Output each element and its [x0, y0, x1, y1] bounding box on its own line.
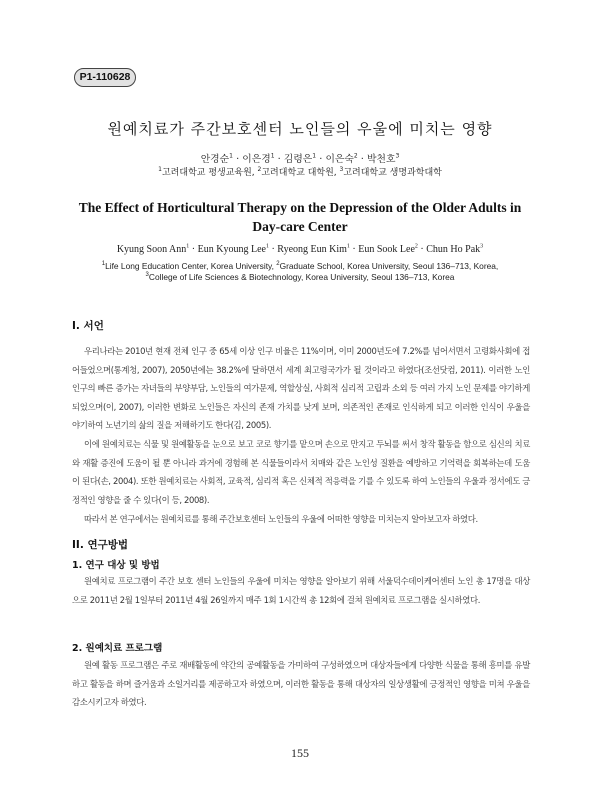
section-heading-introduction: I. 서언	[72, 320, 104, 332]
author-name: 박천호	[367, 154, 396, 165]
page-number: 155	[291, 746, 309, 760]
affiliation: College of Life Sciences & Biotechnology, Korea University, Seoul 136–713, Korea	[148, 272, 455, 282]
affiliation: Life Long Education Center, Korea University,	[105, 261, 277, 271]
intro-paragraph-3: 따라서 본 연구에서는 원예치료를 통해 주간보호센터 노인들의 우울에 어떠한 영향을 미치는지 알아보고자 하였다.	[84, 514, 478, 524]
affiliation: 고려대학교 생명과학대학	[343, 168, 442, 178]
intro-paragraph-1: 우리나라는 2010년 현재 전체 인구 중 65세 이상 인구 비율은 11%이며, 이미 2000년도에 7.2%를 넘어서면서 고령화사회에 접어들었으며(통계청, 2007), 2050년에는 38.2%에 달하면서 세계 최고령국가가 될 것이라고 하였다(조선닷컴, 2011). 이러한 노인 인구의 빠른 증가는 자녀들의 부양부담, 노인들의 여가문제, 역할상실, 사회적 심리적 고립과 소외 등 여러 가지 노인 문제를 야기하게 되었으며(이, 2007), 이러한 변화로 노인들은 자신의 존재 가치를 낮게 보며, 의존적인 존재로 인식하게 되고 이러한 인식이 우울을 야기하여 노년기의 삶의 질을 저해하기도 한다(김, 2005).	[72, 346, 530, 431]
author-name: Kyung Soon Ann	[116, 244, 187, 255]
subsection-heading-subjects: 1. 연구 대상 및 방법	[72, 560, 160, 571]
affiliations-english: $^1$Life Long Education Center, Korea University, $^2$Graduate School, Korea University, Seoul 136–713, Korea, $^3$College of Life Sciences & Biotechnology, Korea University, Seoul 136–713, Korea	[101, 261, 499, 282]
authors-english: Kyung Soon Ann$^1$ · Eun Kyoung Lee$^1$ · Ryeong Eun Kim$^1$ · Eun Sook Lee$^2$ · Chun Ho Pak$^3$	[116, 243, 484, 255]
author-name: Chun Ho Pak	[426, 244, 481, 255]
affiliations-korean: $^1$고려대학교 평생교육원, $^2$고려대학교 대학원, $^3$고려대학교 생명과학대학	[158, 166, 442, 178]
methods-paragraph-program: 원예 활동 프로그램은 주로 재배활동에 약간의 공예활동을 가미하여 구성하였으며 대상자들에게 다양한 식물을 통해 흥미를 유발하고 활동을 하며 즐거움과 소일거리를 제공하고자 하였으며, 이러한 활동을 통해 대상자의 일상생활에 긍정적인 영향을 미쳐 우울을 감소시키고자 하였다.	[72, 660, 530, 708]
authors-korean: 안경순$^1$ · 이은경$^1$ · 김령은$^1$ · 이은숙$^2$ · 박천호$^3$	[200, 152, 400, 165]
subsection-heading-program: 2. 원예치료 프로그램	[72, 643, 163, 654]
affiliation: Graduate School, Korea University, Seoul 136–713, Korea,	[279, 261, 499, 271]
methods-paragraph-subjects: 원예치료 프로그램이 주간 보호 센터 노인들의 우울에 미치는 영향을 알아보기 위해 서울덕수데이케어센터 노인 총 17명을 대상으로 2011년 2월 1일부터 2011년 4월 26일까지 매주 1회 1시간씩 총 12회에 걸쳐 원예치료 프로그램을 실시하였다.	[72, 576, 530, 605]
author-name: Eun Sook Lee	[358, 244, 415, 255]
title-english: The Effect of Horticultural Therapy on the Depression of the Older Adults in Day-care Center	[78, 200, 522, 234]
author-name: Eun Kyoung Lee	[197, 244, 266, 255]
title-korean: 원예치료가 주간보호센터 노인들의 우울에 미치는 영향	[107, 120, 493, 138]
author-name: Ryeong Eun Kim	[277, 244, 347, 255]
author-name: 이은숙	[325, 154, 354, 165]
section-heading-methods: II. 연구방법	[72, 539, 129, 551]
affiliation: 고려대학교 평생교육원	[161, 168, 252, 178]
poster-id-badge: P1-110628	[74, 68, 136, 87]
author-name: 안경순	[200, 154, 230, 165]
author-name: 이은경	[242, 154, 271, 165]
intro-paragraph-2: 이에 원예치료는 식물 및 원예활동을 눈으로 보고 코로 향기를 맡으며 손으로 만지고 두뇌를 써서 창작 활동을 함으로 심신의 치료와 재활 증진에 도움이 될 뿐 아니라 과거에 경험해 본 식물들이라서 치매와 같은 노인성 질환을 예방하고 기억력을 회복하는데 도움이 된다(손, 2004). 또한 원예치료는 사회적, 교육적, 심리적 혹은 신체적 적응력을 기를 수 있도록 하여 노인들의 우울과 정서에도 긍정적인 영향을 줄 수 있다(이 등, 2008).	[72, 439, 530, 505]
affiliation: 고려대학교 대학원	[261, 168, 334, 178]
author-name: 김령은	[283, 154, 313, 165]
